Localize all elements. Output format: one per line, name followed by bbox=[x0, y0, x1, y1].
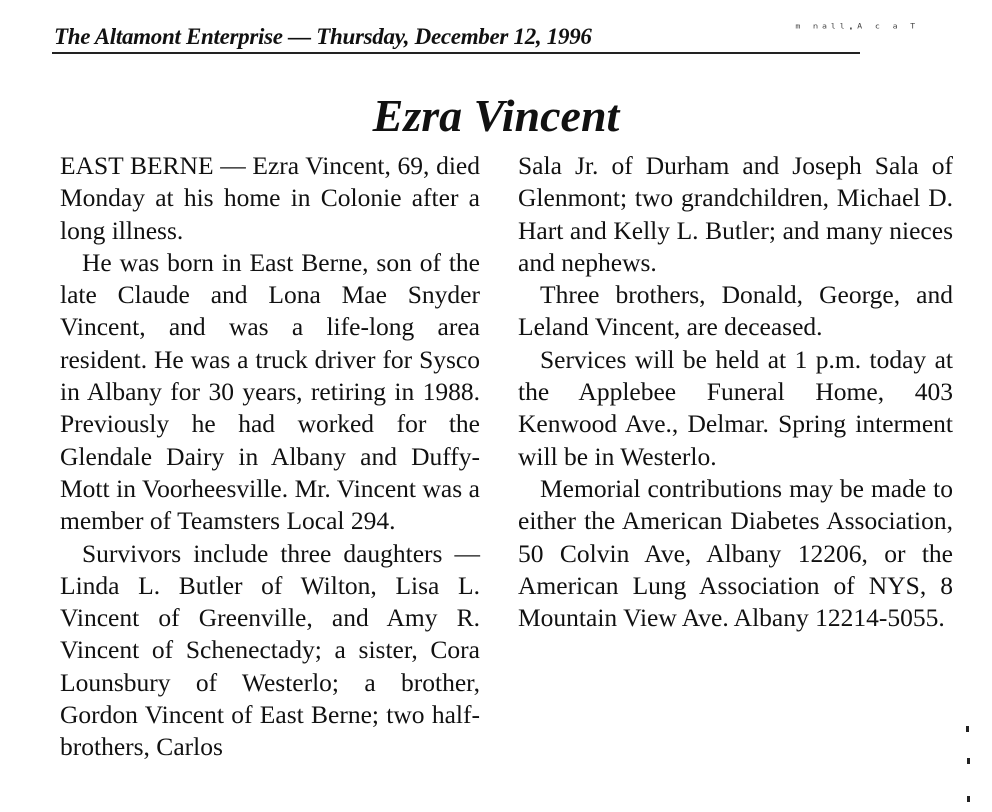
paragraph-biography: He was born in East Berne, son of the late Claude and Lona Mae Snyder Vincent, and was a life-long area resident. He was a truck driver for Sysco in Albany for 30 years, retiring in 1988. Previously he had worked for the Glendale Dairy in Albany and Duffy-Mott in Voorheesville. Mr. Vincent was a member of Teamsters Local 294. bbox=[60, 247, 480, 536]
masthead-text: The Altamont Enterprise — Thursday, December 12, 1996 bbox=[54, 24, 592, 49]
print-specks bbox=[964, 720, 972, 810]
paragraph-intro: EAST BERNE — Ezra Vincent, 69, died Monday at his home in Colonie after a long illness. bbox=[60, 151, 480, 245]
stamp-marks: ᵐ ⁿᵃˡˡ·ᴬ ᶜ ᵃ ᵀ bbox=[794, 22, 918, 37]
speck bbox=[967, 758, 970, 764]
paragraph-services: Services will be held at 1 p.m. today at the Applebee Funeral Home, 403 Kenwood Ave., Delmar. Spring interment will be in Westerlo. bbox=[518, 344, 953, 471]
paragraph-deceased: Three brothers, Donald, George, and Leland Vincent, are deceased. bbox=[518, 280, 953, 342]
masthead-header bbox=[52, 18, 918, 52]
paragraph-survivors: Survivors include three daughters — Linda L. Butler of Wilton, Lisa L. Vincent of Greenville, and Amy R. Vincent of Schenectady; a sister, Cora Lounsbury of Westerlo; a brother, Gordon Vincent of East Berne; two half-brothers, Carlos bbox=[60, 538, 480, 762]
speck bbox=[966, 726, 969, 732]
left-column bbox=[60, 150, 480, 764]
paragraph-survivors-continued: Sala Jr. of Durham and Joseph Sala of Glenmont; two grandchildren, Michael D. Hart and Kelly L. Butler; and many nieces and nephews. bbox=[518, 151, 953, 277]
paragraph-memorial: Memorial contributions may be made to either the American Diabetes Association, 50 Colvin Ave, Albany 12206, or the American Lung Association of NYS, 8 Mountain View Ave. Albany 12214-5055. bbox=[518, 473, 953, 633]
header-rule bbox=[52, 52, 860, 54]
obituary-title: Ezra Vincent bbox=[372, 90, 620, 141]
speck bbox=[967, 796, 970, 802]
right-column bbox=[518, 150, 953, 634]
